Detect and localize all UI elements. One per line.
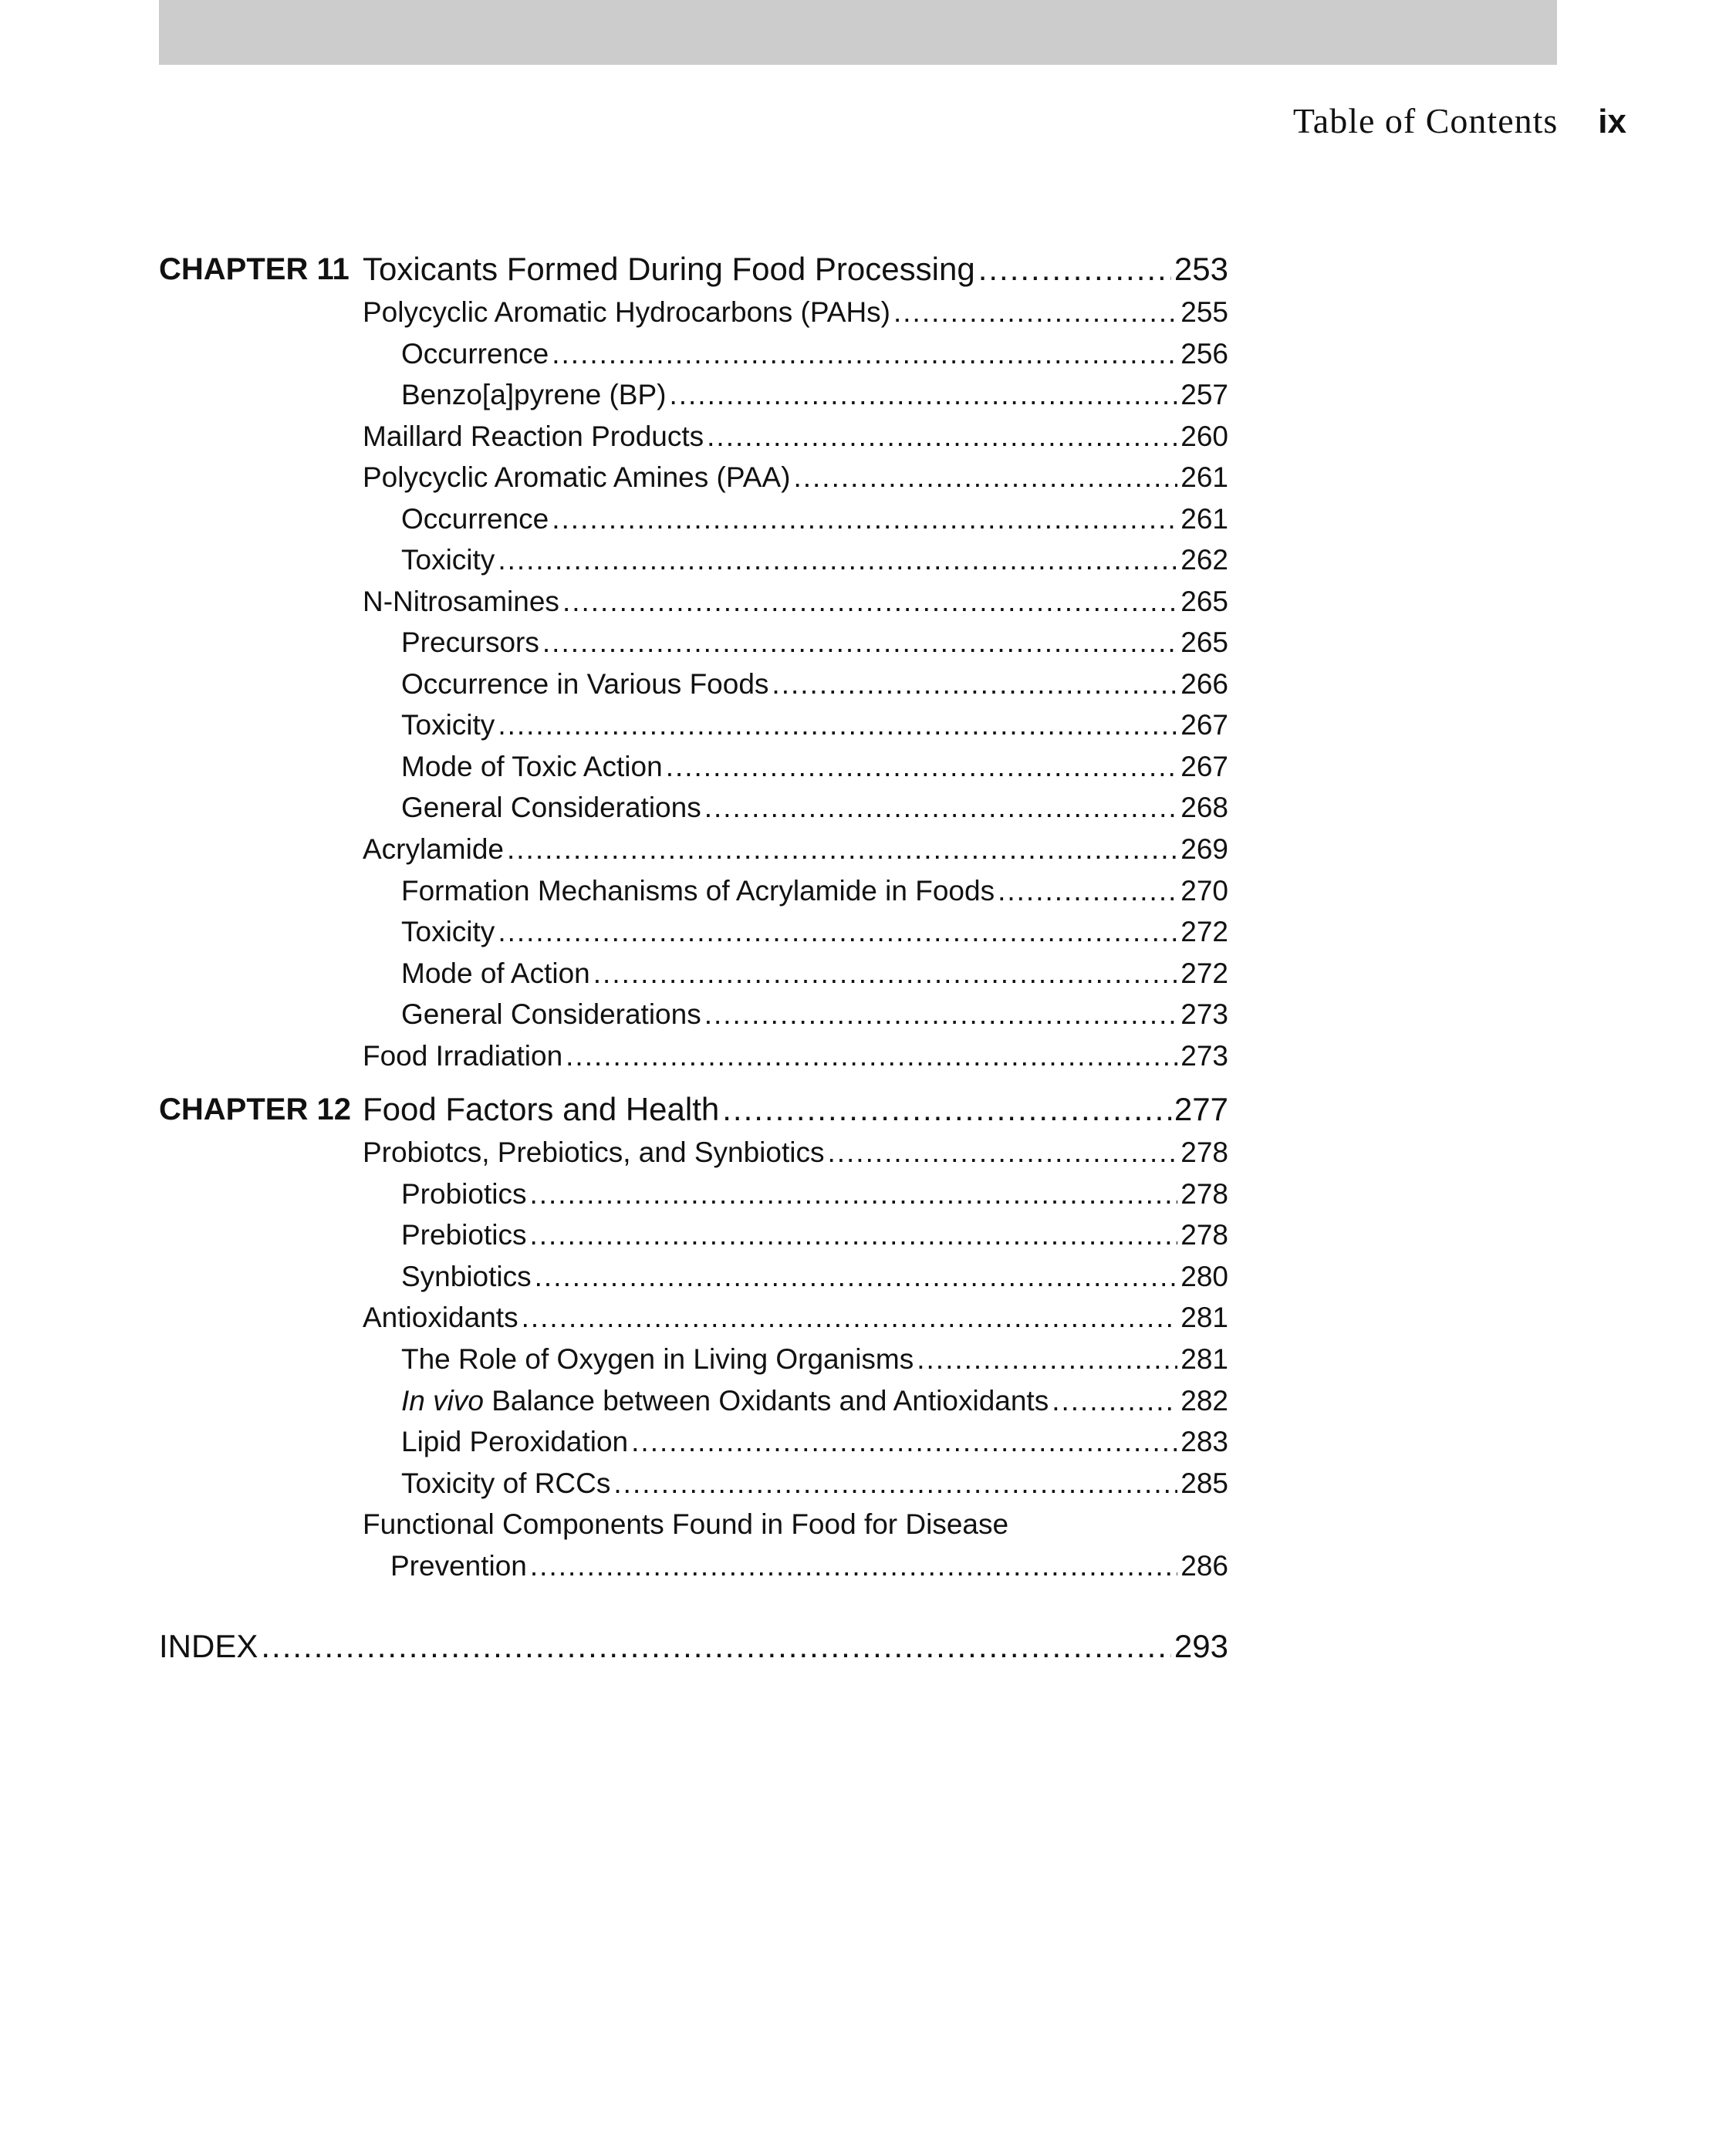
- toc-entry-page: 253: [1174, 251, 1228, 287]
- dot-leader: [498, 916, 1177, 948]
- dot-leader: [498, 709, 1177, 741]
- index-title: INDEX: [159, 1628, 258, 1664]
- toc-entry[interactable]: [363, 1136, 1228, 1169]
- toc-entry-page: 273: [1180, 998, 1228, 1030]
- toc-entry-page: 273: [1180, 1040, 1228, 1072]
- top-gray-band: [159, 0, 1557, 65]
- dot-leader: [772, 668, 1177, 701]
- dot-leader: [593, 957, 1178, 990]
- running-head: [1293, 100, 1626, 141]
- toc-subentry[interactable]: [401, 916, 1228, 948]
- dot-leader: [998, 875, 1177, 907]
- toc-entry-page: 277: [1174, 1091, 1228, 1127]
- toc-entry-page: 260: [1180, 420, 1228, 452]
- toc-entry-page: 269: [1180, 833, 1228, 865]
- chapter-11-label: CHAPTER 11: [159, 252, 350, 286]
- toc-entry-page: 266: [1180, 668, 1228, 700]
- toc-entry-page: 265: [1180, 626, 1228, 658]
- toc-subentry[interactable]: [401, 626, 1228, 659]
- toc-entry-page: 270: [1180, 875, 1228, 907]
- toc-entry-title: General Considerations: [401, 998, 701, 1030]
- dot-leader: [631, 1426, 1177, 1458]
- toc-entry[interactable]: [363, 461, 1228, 494]
- toc-entry-title: Occurrence in Various Foods: [401, 668, 769, 700]
- toc-entry-title: Toxicity: [401, 544, 495, 576]
- dot-leader: [529, 1219, 1177, 1251]
- toc-entry-title: Probiotcs, Prebiotics, and Synbiotics: [363, 1136, 825, 1168]
- toc-entry-page: 255: [1180, 296, 1228, 328]
- toc-entry-title: Acrylamide: [363, 833, 504, 865]
- dot-leader: [552, 338, 1177, 370]
- dot-leader: [704, 998, 1178, 1031]
- page-number: ix: [1598, 103, 1626, 140]
- dot-leader: [666, 751, 1178, 783]
- toc-entry-page: 286: [1180, 1550, 1228, 1582]
- toc-entry-page: 272: [1180, 916, 1228, 947]
- italic-term: In vivo: [401, 1385, 484, 1417]
- toc-entry-page: 285: [1180, 1467, 1228, 1499]
- toc-entry-title: Antioxidants: [363, 1302, 518, 1333]
- chapter-12-label: CHAPTER 12: [159, 1092, 351, 1126]
- toc-subentry[interactable]: [401, 379, 1228, 411]
- toc-entry-title: Probiotics: [401, 1178, 527, 1210]
- toc-entry-title: [401, 1385, 1049, 1417]
- toc-entry-title: The Role of Oxygen in Living Organisms: [401, 1343, 914, 1375]
- dot-leader: [917, 1343, 1177, 1376]
- toc-entry-page: 280: [1180, 1261, 1228, 1292]
- toc-entry-page: 267: [1180, 751, 1228, 782]
- dot-leader: [498, 544, 1177, 576]
- toc-entry[interactable]: [363, 420, 1228, 453]
- toc-entry-page: 265: [1180, 586, 1228, 617]
- toc-subentry[interactable]: [401, 544, 1228, 576]
- toc-subentry[interactable]: [401, 1261, 1228, 1293]
- toc-entry-page: 278: [1180, 1178, 1228, 1210]
- dot-leader: [827, 1136, 1177, 1169]
- dot-leader: [978, 251, 1171, 288]
- toc-entry-page: 282: [1180, 1385, 1228, 1417]
- toc-entry-title: General Considerations: [401, 792, 701, 823]
- dot-leader: [566, 1040, 1177, 1072]
- toc-entry-title-continued: Prevention: [390, 1550, 527, 1582]
- toc-entry-title: Toxicity of RCCs: [401, 1467, 611, 1499]
- dot-leader: [893, 296, 1177, 329]
- dot-leader: [793, 461, 1177, 494]
- dot-leader: [529, 1178, 1177, 1211]
- toc-entry[interactable]: [363, 1302, 1228, 1334]
- toc-entry[interactable]: [363, 833, 1228, 866]
- toc-entry-title: Maillard Reaction Products: [363, 420, 704, 452]
- toc-entry-title: Toxicity: [401, 916, 495, 947]
- toc-entry-title: Food Irradiation: [363, 1040, 563, 1072]
- dot-leader: [562, 586, 1177, 618]
- toc-entry-continuation[interactable]: [390, 1550, 1228, 1582]
- toc-entry-title: Functional Components Found in Food for Disease: [363, 1508, 1009, 1540]
- toc-entry-page: 261: [1180, 461, 1228, 493]
- chapter-11-heading[interactable]: [363, 251, 1228, 288]
- toc-subentry[interactable]: [401, 1343, 1228, 1376]
- toc-entry-title: Polycyclic Aromatic Hydrocarbons (PAHs): [363, 296, 890, 328]
- toc-entry[interactable]: [363, 1040, 1228, 1072]
- toc-entry-title: Lipid Peroxidation: [401, 1426, 629, 1457]
- dot-leader: [707, 420, 1177, 453]
- toc-entry-page: 272: [1180, 957, 1228, 989]
- toc-entry-page: 278: [1180, 1136, 1228, 1168]
- toc-entry-page: 281: [1180, 1343, 1228, 1375]
- dot-leader: [669, 379, 1177, 411]
- toc-entry-title: Synbiotics: [401, 1261, 532, 1292]
- dot-leader: [522, 1302, 1178, 1334]
- toc-subentry[interactable]: [401, 875, 1228, 907]
- dot-leader: [704, 792, 1178, 824]
- toc-entry-title: Polycyclic Aromatic Amines (PAA): [363, 461, 791, 493]
- toc-entry[interactable]: [363, 586, 1228, 618]
- toc-entry-title: Mode of Toxic Action: [401, 751, 663, 782]
- toc-subentry[interactable]: [401, 1385, 1228, 1417]
- chapter-12-heading[interactable]: [363, 1091, 1228, 1128]
- toc-entry-page: 262: [1180, 544, 1228, 576]
- dot-leader: [542, 626, 1177, 659]
- index-entry[interactable]: [159, 1628, 1228, 1665]
- toc-subentry[interactable]: [401, 1178, 1228, 1211]
- dot-leader: [507, 833, 1177, 866]
- dot-leader: [552, 503, 1177, 535]
- dot-leader: [261, 1628, 1171, 1665]
- dot-leader: [722, 1091, 1171, 1128]
- toc-entry-title: Precursors: [401, 626, 539, 658]
- toc-entry-first-line[interactable]: [363, 1508, 1228, 1541]
- toc-subentry[interactable]: [401, 1219, 1228, 1251]
- toc-subentry[interactable]: [401, 792, 1228, 824]
- dot-leader: [535, 1261, 1178, 1293]
- toc-entry-page: 283: [1180, 1426, 1228, 1457]
- toc-entry-title: Toxicants Formed During Food Processing: [363, 251, 975, 287]
- toc-entry-page: 256: [1180, 338, 1228, 370]
- dot-leader: [613, 1467, 1177, 1500]
- toc-entry-title: Occurrence: [401, 503, 549, 535]
- toc-subentry[interactable]: [401, 751, 1228, 783]
- toc-subentry[interactable]: [401, 338, 1228, 370]
- toc-entry-page: 267: [1180, 709, 1228, 741]
- toc-entry-title: Toxicity: [401, 709, 495, 741]
- toc-entry-page: 268: [1180, 792, 1228, 823]
- toc-subentry[interactable]: [401, 668, 1228, 701]
- toc-entry-title: Prebiotics: [401, 1219, 527, 1251]
- toc-entry-title: Formation Mechanisms of Acrylamide in Foods: [401, 875, 995, 907]
- running-title: Table of Contents: [1292, 101, 1559, 140]
- index-page: 293: [1174, 1628, 1228, 1664]
- toc-subentry[interactable]: [401, 1467, 1228, 1500]
- toc-entry-page: 257: [1180, 379, 1228, 410]
- dot-leader: [1052, 1385, 1177, 1417]
- dot-leader: [530, 1550, 1177, 1582]
- toc-subentry[interactable]: [401, 957, 1228, 990]
- toc-subentry[interactable]: [401, 503, 1228, 535]
- toc-entry-title: Occurrence: [401, 338, 549, 370]
- toc-subentry[interactable]: [401, 1426, 1228, 1458]
- toc-subentry[interactable]: [401, 709, 1228, 741]
- toc-entry-title: Food Factors and Health: [363, 1091, 720, 1127]
- toc-entry-title: Benzo[a]pyrene (BP): [401, 379, 667, 410]
- toc-entry-title: Mode of Action: [401, 957, 590, 989]
- toc-entry-title-rest: Balance between Oxidants and Antioxidants: [491, 1385, 1049, 1417]
- toc-entry-title: N-Nitrosamines: [363, 586, 559, 617]
- toc-entry-page: 281: [1180, 1302, 1228, 1333]
- toc-entry[interactable]: [363, 296, 1228, 329]
- toc-entry-page: 261: [1180, 503, 1228, 535]
- toc-entry-page: 278: [1180, 1219, 1228, 1251]
- toc-subentry[interactable]: [401, 998, 1228, 1031]
